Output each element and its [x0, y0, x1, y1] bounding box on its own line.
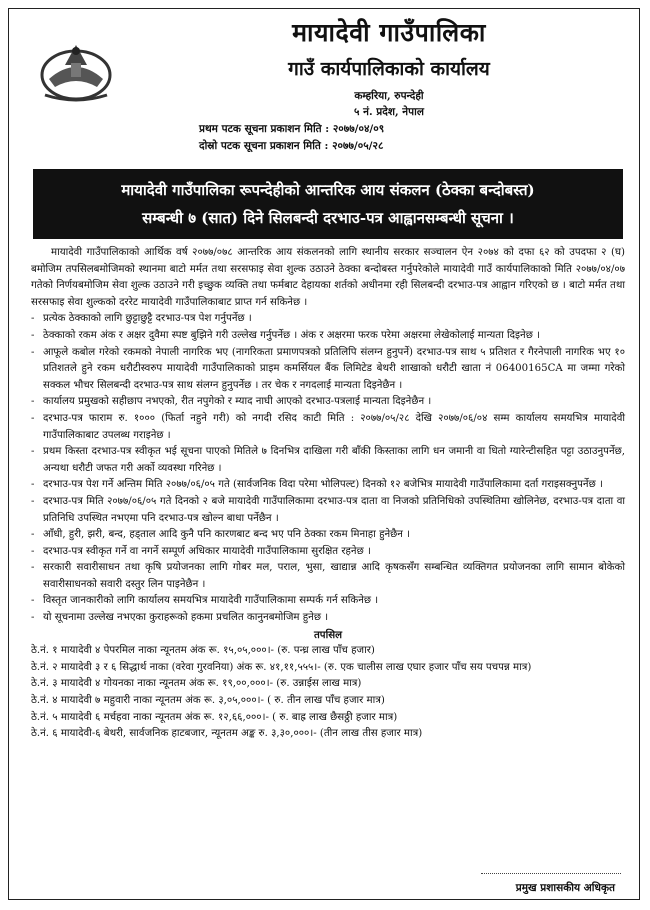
nepal-government-emblem-icon	[35, 35, 117, 103]
list-item: ठे.नं. ४ मायादेवी ७ महुवारी नाका न्यूनतम अंक रू. ३,०५,०००।- ( रु. तीन लाख पाँच हजार मात्र)	[31, 695, 385, 707]
list-item: - ठेक्काको रकम अंक र अक्षर दुवैमा स्पष्ट बुझिने गरी उल्लेख गर्नुपर्नेछ । अंक र अक्षरमा फरक परेमा अक्षरमा लेखेकोलाई मान्यता दिइनेछ ।	[31, 328, 625, 345]
list-item: - दरभाउ-पत्र मिति २०७७/०६/०५ गते दिनको २ बजे मायादेवी गाउँपालिकामा दरभाउ-पत्र दाता वा निजको प्रतिनिधिको उपस्थितिमा खोलिनेछ, दरभाउ-पत्र दाता वा प्रतिनिधि उपस्थित नभएमा पनि दरभाउ-पत्र खोल्न बाधा पर्नेछैन ।	[31, 494, 625, 527]
notice-banner	[33, 169, 623, 239]
list-item: - दरभाउ-पत्र स्वीकृत गर्ने वा नगर्ने सम्पूर्ण अधिकार मायादेवी गाउँपालिकामा सुरक्षित रहनेछ ।	[31, 544, 625, 561]
list-item: - दरभाउ-पत्र फाराम रु. १००० (फिर्ता नहुने गरी) को नगदी रसिद काटी मिति : २०७७/०५/२८ देखि २०७७/०६/०४ सम्म कार्यालय समयभित्र मायादेवी गाउँपालिकाबाट उपलब्ध गराइनेछ ।	[31, 411, 625, 444]
address-line-1: कम्हरिया, रुपन्देही	[354, 90, 424, 102]
list-item: - आँधी, हुरी, झरी, बन्द, हड्ताल आदि कुनै पनि कारणबाट बन्द भए पनि ठेक्का रकम मिनाहा हुनेछैन ।	[31, 527, 625, 544]
signature-line	[481, 873, 621, 874]
address-line-2: ५ नं. प्रदेश, नेपाल	[354, 106, 424, 118]
tapasil-heading: तपसिल	[313, 628, 343, 641]
list-item: ठे.नं. ६ मायादेवी-६ बेथरी, सार्वजनिक हाटबजार, न्यूनतम अङ्क रु. ३,३०,०००।- (तीन लाख तीस हजार मात्र)	[31, 728, 423, 740]
signature-title: प्रमुख प्रशासकीय अधिकृत	[515, 882, 615, 894]
notice-header	[9, 9, 639, 157]
publish-dates	[199, 121, 384, 155]
list-item: - आफूले कबोल गरेको रकमको नेपाली नागरिक भए (नागरिकता प्रमाणपत्रको प्रतिलिपि संलग्न हुनुपर्ने) दरभाउ-पत्र साथ ५ प्रतिशत र गैरनेपाली नागरिक भए १० प्रतिशतले हुने रकम धरौटीस्वरुप मायादेवी गाउँपालिकाको प्राइम कमर्सियल बैंक लिमिटेड बेथरी शाखाको धरौटी खाता नं 06400165CA मा जम्मा गरेको सक्कल भौचर सिलबन्दी दरभाउ-पत्र साथ संलग्न हुनुपर्नेछ । तर चेक र नगदलाई मान्यता दिइनेछैन ।	[31, 345, 625, 395]
first-publish-date: प्रथम पटक सूचना प्रकाशन मिति : २०७७/०४/०९	[199, 123, 385, 135]
banner-line-1: मायादेवी गाउँपालिका रूपन्देहीको आन्तरिक आय संकलन (ठेक्का बन्दोबस्त)	[121, 181, 535, 199]
notice-frame	[8, 8, 640, 900]
list-item: ठे.नं. २ मायादेवी ३ र ६ सिद्धार्थ नाका (वरेवा गुरवनिया) अंक रू. ४१,११,५५५।- (रु. एक चालीस लाख एघार हजार पाँच सय पचपन्न मात्र)	[31, 661, 532, 673]
list-item: ठे.नं. ५ मायादेवी ६ मर्चहवा नाका न्यूनतम अंक रू. १२,६६,०००।- ( रु. बाह्र लाख छैसठ्ठी हजार मात्र)	[31, 711, 398, 723]
office-subtitle: गाउँ कार्यपालिकाको कार्यालय	[288, 58, 490, 80]
list-item: - प्रथम किस्ता दरभाउ-पत्र स्वीकृत भई सूचना पाएको मितिले ७ दिनभित्र दाखिला गरी बाँकी किस्ताका लागि धन जमानी वा धितो ग्यारेन्टीसहित पट्टा उठाउनुपर्नेछ, अन्यथा धरौटी जफत गरी अर्को व्यवस्था गरिनेछ ।	[31, 444, 625, 477]
intro-paragraph: मायादेवी गाउँपालिकाको आर्थिक वर्ष २०७७/०७८ आन्तरिक आय संकलनको लागि स्थानीय सरकार सञ्चालन ऐन २०७४ को दफा ६२ को उपदफा २ (घ) बमोजिम तपसिलबमोजिमको स्थानमा बाटो मर्मत तथा सरसफाइ सेवा शुल्क उठाउने ठेक्का बन्दोबस्त गर्नुपरेकोले मायादेवी गाउँ कार्यपालिकाको मिति २०७७/०४/०७ गतेको निर्णयबमोजिम सेवा शुल्क उठाउने गरी इच्छुक व्यक्ति तथा फर्मबाट देहायका शर्तको अधीनमा रही सिलबन्दी दरभाउ-पत्र आह्वान गरिएको छ । बाटो मर्मत तथा सरसफाइ सेवा शुल्कको दररेट मायादेवी गाउँपालिकाबाट प्राप्त गर्न सकिनेछ ।	[31, 247, 625, 308]
list-item: - सरकारी सवारीसाधन तथा कृषि प्रयोजनका लागि गोबर मल, पराल, भुसा, खाद्यान्न आदि कृषकसँग सम्बन्धित व्यक्तिगत प्रयोजनका लागि सामान बोकेको सवारीसाधनको सवारी दस्तुर लिन पाइनेछैन ।	[31, 560, 625, 593]
conditions-list	[31, 311, 625, 626]
tapasil-list	[31, 643, 625, 743]
list-item: ठे.नं. ३ मायादेवी ४ गोयनका नाका न्यूनतम अंक रू. १९,००,०००।- (रु. उन्नाईस लाख मात्र)	[31, 678, 362, 690]
banner-line-2: सम्बन्धी ७ (सात) दिने सिलबन्दी दरभाउ-पत्र आह्वानसम्बन्धी सूचना ।	[142, 209, 514, 227]
notice-body	[31, 245, 625, 743]
office-name: मायादेवी गाउँपालिका	[292, 18, 486, 47]
list-item: - विस्तृत जानकारीको लागि कार्यालय समयभित्र मायादेवी गाउँपालिकामा सम्पर्क गर्न सकिनेछ ।	[31, 593, 625, 610]
second-publish-date: दोस्रो पटक सूचना प्रकाशन मिति : २०७७/०५/२८	[199, 140, 384, 152]
list-item: - दरभाउ-पत्र पेश गर्ने अन्तिम मिति २०७७/०६/०५ गते (सार्वजनिक विदा परेमा भोलिपल्ट) दिनको १२ बजेभित्र मायादेवी गाउँपालिकामा दर्ता गराइसक्नुपर्नेछ ।	[31, 477, 625, 494]
list-item: - प्रत्येक ठेक्काको लागि छुट्टाछुट्टै दरभाउ-पत्र पेश गर्नुपर्नेछ ।	[31, 311, 625, 328]
list-item: ठे.नं. १ मायादेवी ४ पेपरमिल नाका न्यूनतम अंक रू. १५,०५,०००।- (रु. पन्ध्र लाख पाँच हजार)	[31, 645, 375, 657]
list-item: - यो सूचनामा उल्लेख नभएका कुराहरूको हकमा प्रचलित कानुनबमोजिम हुनेछ ।	[31, 610, 625, 627]
list-item: - कार्यालय प्रमुखको सहीछाप नभएको, रीत नपुगेको र म्याद नाघी आएको दरभाउ-पत्रलाई मान्यता दिइनेछैन ।	[31, 394, 625, 411]
